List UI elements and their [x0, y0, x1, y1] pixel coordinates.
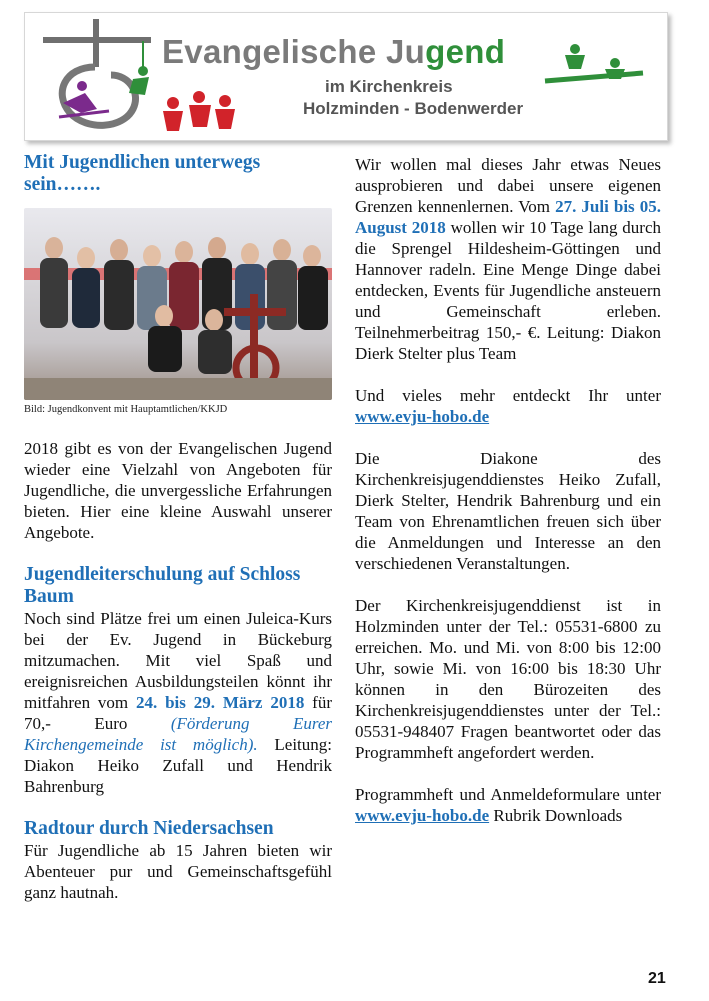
intro-paragraph: 2018 gibt es von der Evangelischen Jugend wieder eine Vielzahl von Angeboten für Jugendliche, die unvergessliche Erfahrungen bieten. Hier eine kleine Auswahl unserer Angebote.: [24, 439, 332, 542]
page-number: 21: [648, 970, 666, 987]
photo-caption: Bild: Jugendkonvent mit Hauptamtlichen/KKJD: [24, 404, 228, 415]
team-paragraph: Die Diakone des Kirchenkreisjugenddienstes Heiko Zufall, Dierk Stelter, Hendrik Bahrenburg und ein Team von Ehrenamtlichen freuen sich über die Anmeldungen und Interesse an den verschiedenen Veranstaltungen.: [355, 449, 661, 573]
website-link[interactable]: www.evju-hobo.de: [355, 407, 490, 426]
banner-subtitle-2: Holzminden - Bodenwerder: [303, 99, 524, 118]
radtour-paragraph: Für Jugendliche ab 15 Jahren bieten wir Abenteuer pur und Gemeinschaftsgefühl ganz hautnah.: [24, 841, 332, 902]
section-heading-radtour: Radtour durch Niedersachsen: [24, 818, 274, 839]
article-title: Mit Jugendlichen unterwegs sein…….: [24, 152, 261, 195]
downloads-link[interactable]: www.evju-hobo.de: [355, 806, 490, 825]
more-info-paragraph: Und vieles mehr entdeckt Ihr unter www.evju-hobo.de: [355, 386, 661, 426]
radtour-details-paragraph: Wir wollen mal dieses Jahr etwas Neues ausprobieren und dabei unsere eigenen Grenzen kennenlernen. Vom 27. Juli bis 05. August 2018 wollen wir 10 Tage lang durch die Sprengel Hildesheim-Göttingen und Hannover radeln. Eine Menge Dinge dabei entdecken, Events für Jugendliche ansteuern und Gemeinschaft erleben. Teilnehmerbeitrag 150,- €. Leitung: Diakon Dierk Stelter plus Team: [355, 155, 662, 363]
banner-subtitle-1: im Kirchenkreis: [325, 77, 453, 96]
juleica-paragraph: Noch sind Plätze frei um einen Juleica-Kurs bei der Ev. Jugend in Bückeburg mitzumachen. Mit viel Spaß und ereignisreichen Ausbildungsteilen könnt ihr mitfahren vom 24. bis 29. März 2018 für 70,- Euro (Förderung Eurer Kirchengemeinde ist möglich). Leitung: Diakon Heiko Zufall und Hendrik Bahrenburg: [24, 609, 333, 796]
left-column: [24, 152, 332, 903]
banner-title: Evangelische Jugend: [162, 33, 506, 70]
header-banner: [24, 12, 668, 141]
contact-paragraph: Der Kirchenkreisjugenddienst ist in Holzminden unter der Tel.: 05531-6800 zu erreichen. Mo. und Mi. von 8:00 bis 12:00 Uhr, sowie Mi. von 16:00 bis 18:30 Uhr können in den Bürozeiten des Kirchenkreisjugenddienstes unter der Tel.: 05531-948407 Fragen beantwortet oder das Programmheft angefordert werden.: [355, 596, 661, 762]
group-photo: [24, 208, 332, 400]
section-heading-juleica: Jugendleiterschulung auf Schloss Baum: [24, 564, 301, 607]
downloads-paragraph: Programmheft und Anmeldeformulare unter www.evju-hobo.de Rubrik Downloads: [355, 785, 661, 825]
right-column: [355, 154, 661, 826]
